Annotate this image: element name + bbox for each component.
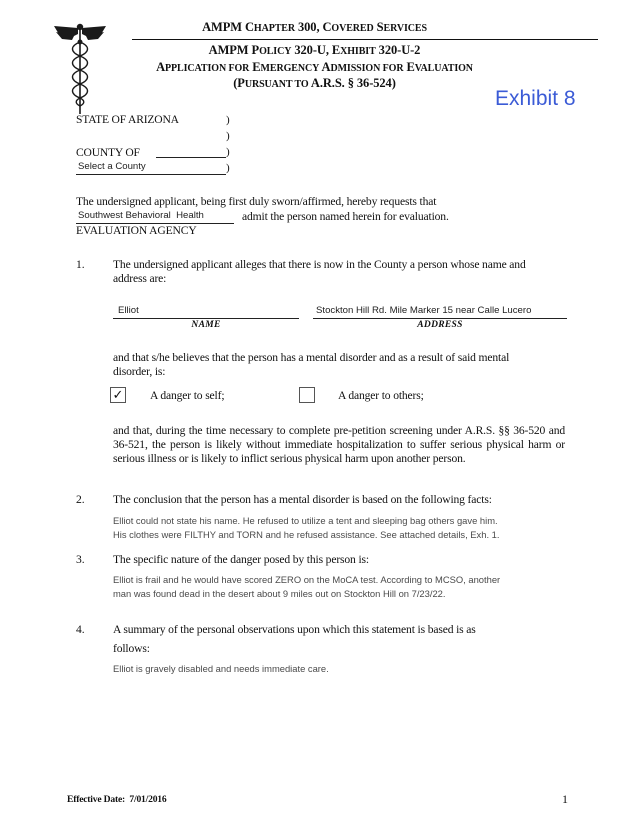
policy-text-2: OLICY xyxy=(259,46,292,57)
section-3-answer-line-2: man was found dead in the desert about 9 miles out on Stockton Hill on 7/23/22. xyxy=(113,588,446,599)
policy-text-4: XHIBIT xyxy=(340,46,376,57)
policy-text-3: 320-U, E xyxy=(291,43,341,57)
section-4-text-line-1: A summary of the personal observations upon which this statement is based is as xyxy=(113,623,476,636)
state-label: STATE OF ARIZONA xyxy=(76,113,179,126)
title-text-6: DMISSION FOR xyxy=(330,63,404,74)
chapter-text-6: ERVICES xyxy=(383,23,427,34)
chapter-text-5: S xyxy=(373,20,384,34)
statute-text-3: A.R.S. § 36-524) xyxy=(308,76,396,90)
chapter-heading xyxy=(132,20,497,35)
title-text-1: A xyxy=(156,60,166,74)
page-number: 1 xyxy=(562,792,568,806)
address-label: ADDRESS xyxy=(417,320,463,330)
caption-paren-3: ) xyxy=(226,146,230,158)
section-3-number: 3. xyxy=(76,553,85,566)
person-name-value: Elliot xyxy=(118,305,139,316)
section-3-answer-line-1: Elliot is frail and he would have scored ZERO on the MoCA test. According to MCSO, another xyxy=(113,574,501,585)
section-4-answer-line-1: Elliot is gravely disabled and needs immediate care. xyxy=(113,663,329,674)
title-text-2: PPLICATION FOR xyxy=(165,63,250,74)
caduceus-icon xyxy=(52,18,108,118)
section-2-text: The conclusion that the person has a mental disorder is based on the following facts: xyxy=(113,493,492,506)
person-name-field[interactable] xyxy=(113,304,299,319)
chapter-text-4: OVERED xyxy=(331,23,374,34)
evaluation-agency-label: EVALUATION AGENCY xyxy=(76,224,197,237)
statute-text-1: (P xyxy=(233,76,245,90)
danger-to-self-checkbox[interactable] xyxy=(110,387,126,403)
section-4-text-line-2: follows: xyxy=(113,642,150,655)
intro-line-2: admit the person named herein for evaluation. xyxy=(242,210,449,223)
danger-to-others-checkbox[interactable] xyxy=(299,387,315,403)
evaluation-agency-value: Southwest Behavioral Health xyxy=(78,210,204,221)
policy-text-1: AMPM P xyxy=(208,43,260,57)
chapter-text-2: HAPTER xyxy=(253,23,295,34)
title-text-3: E xyxy=(249,60,261,74)
county-label: COUNTY OF xyxy=(76,146,140,159)
section-2-number: 2. xyxy=(76,493,85,506)
form-title xyxy=(132,60,497,75)
screening-text: and that, during the time necessary to complete pre-petition screening under A.R.S. §§ 36-520 and 36-521, the person is likely without immediate hospitalization to suffer serious physical harm or serious illness or is likely to inflict serious physical harm upon another person. xyxy=(113,424,565,465)
title-text-8: VALUATION xyxy=(414,63,473,74)
checkmark-icon: ✓ xyxy=(112,387,124,403)
section-1-text: The undersigned applicant alleges that there is now in the County a person whose name and address are: xyxy=(113,258,526,285)
section-4-number: 4. xyxy=(76,623,85,636)
section-2-answer-line-1: Elliot could not state his name. He refused to utilize a tent and sleeping bag others gave him. xyxy=(113,515,498,526)
name-label: NAME xyxy=(191,320,221,330)
person-address-value: Stockton Hill Rd. Mile Marker 15 near Calle Lucero xyxy=(316,305,532,316)
policy-heading xyxy=(132,43,497,58)
chapter-text-3: 300, C xyxy=(294,20,332,34)
chapter-text-1: AMPM C xyxy=(202,20,254,34)
section-3-answer-field[interactable] xyxy=(113,573,573,603)
section-2-answer-field[interactable] xyxy=(113,514,573,544)
belief-text: and that s/he believes that the person has a mental disorder and as a result of said mental disorder, is: xyxy=(113,351,510,378)
policy-text-5: 320-U-2 xyxy=(375,43,421,57)
caption-paren-2: ) xyxy=(226,130,230,142)
statute-reference xyxy=(132,76,497,91)
section-4-answer-field[interactable] xyxy=(113,662,573,678)
title-text-4: MERGENCY xyxy=(260,63,320,74)
statute-text-2: URSUANT TO xyxy=(244,79,309,90)
title-text-5: A xyxy=(319,60,331,74)
section-2-answer-line-2: His clothes were FILTHY and TORN and he refused assistance. See attached details, Exh. 1. xyxy=(113,529,500,540)
county-blank-line xyxy=(156,157,226,158)
person-address-field[interactable] xyxy=(313,304,567,319)
exhibit-stamp: Exhibit 8 xyxy=(495,87,576,110)
caption-paren-1: ) xyxy=(226,114,230,126)
effective-date: Effective Date: 7/01/2016 xyxy=(67,794,167,805)
danger-to-others-label: A danger to others; xyxy=(338,389,424,402)
county-select-value: Select a County xyxy=(78,161,146,172)
intro-line-1: The undersigned applicant, being first duly sworn/affirmed, hereby requests that xyxy=(76,195,437,208)
header-rule xyxy=(132,39,598,40)
danger-to-self-label: A danger to self; xyxy=(150,389,225,402)
section-1-number: 1. xyxy=(76,258,85,271)
section-3-text: The specific nature of the danger posed by this person is: xyxy=(113,553,369,566)
county-select[interactable] xyxy=(76,160,226,175)
title-text-7: E xyxy=(403,60,415,74)
evaluation-agency-field[interactable] xyxy=(76,210,234,224)
caption-paren-4: ) xyxy=(226,162,230,174)
